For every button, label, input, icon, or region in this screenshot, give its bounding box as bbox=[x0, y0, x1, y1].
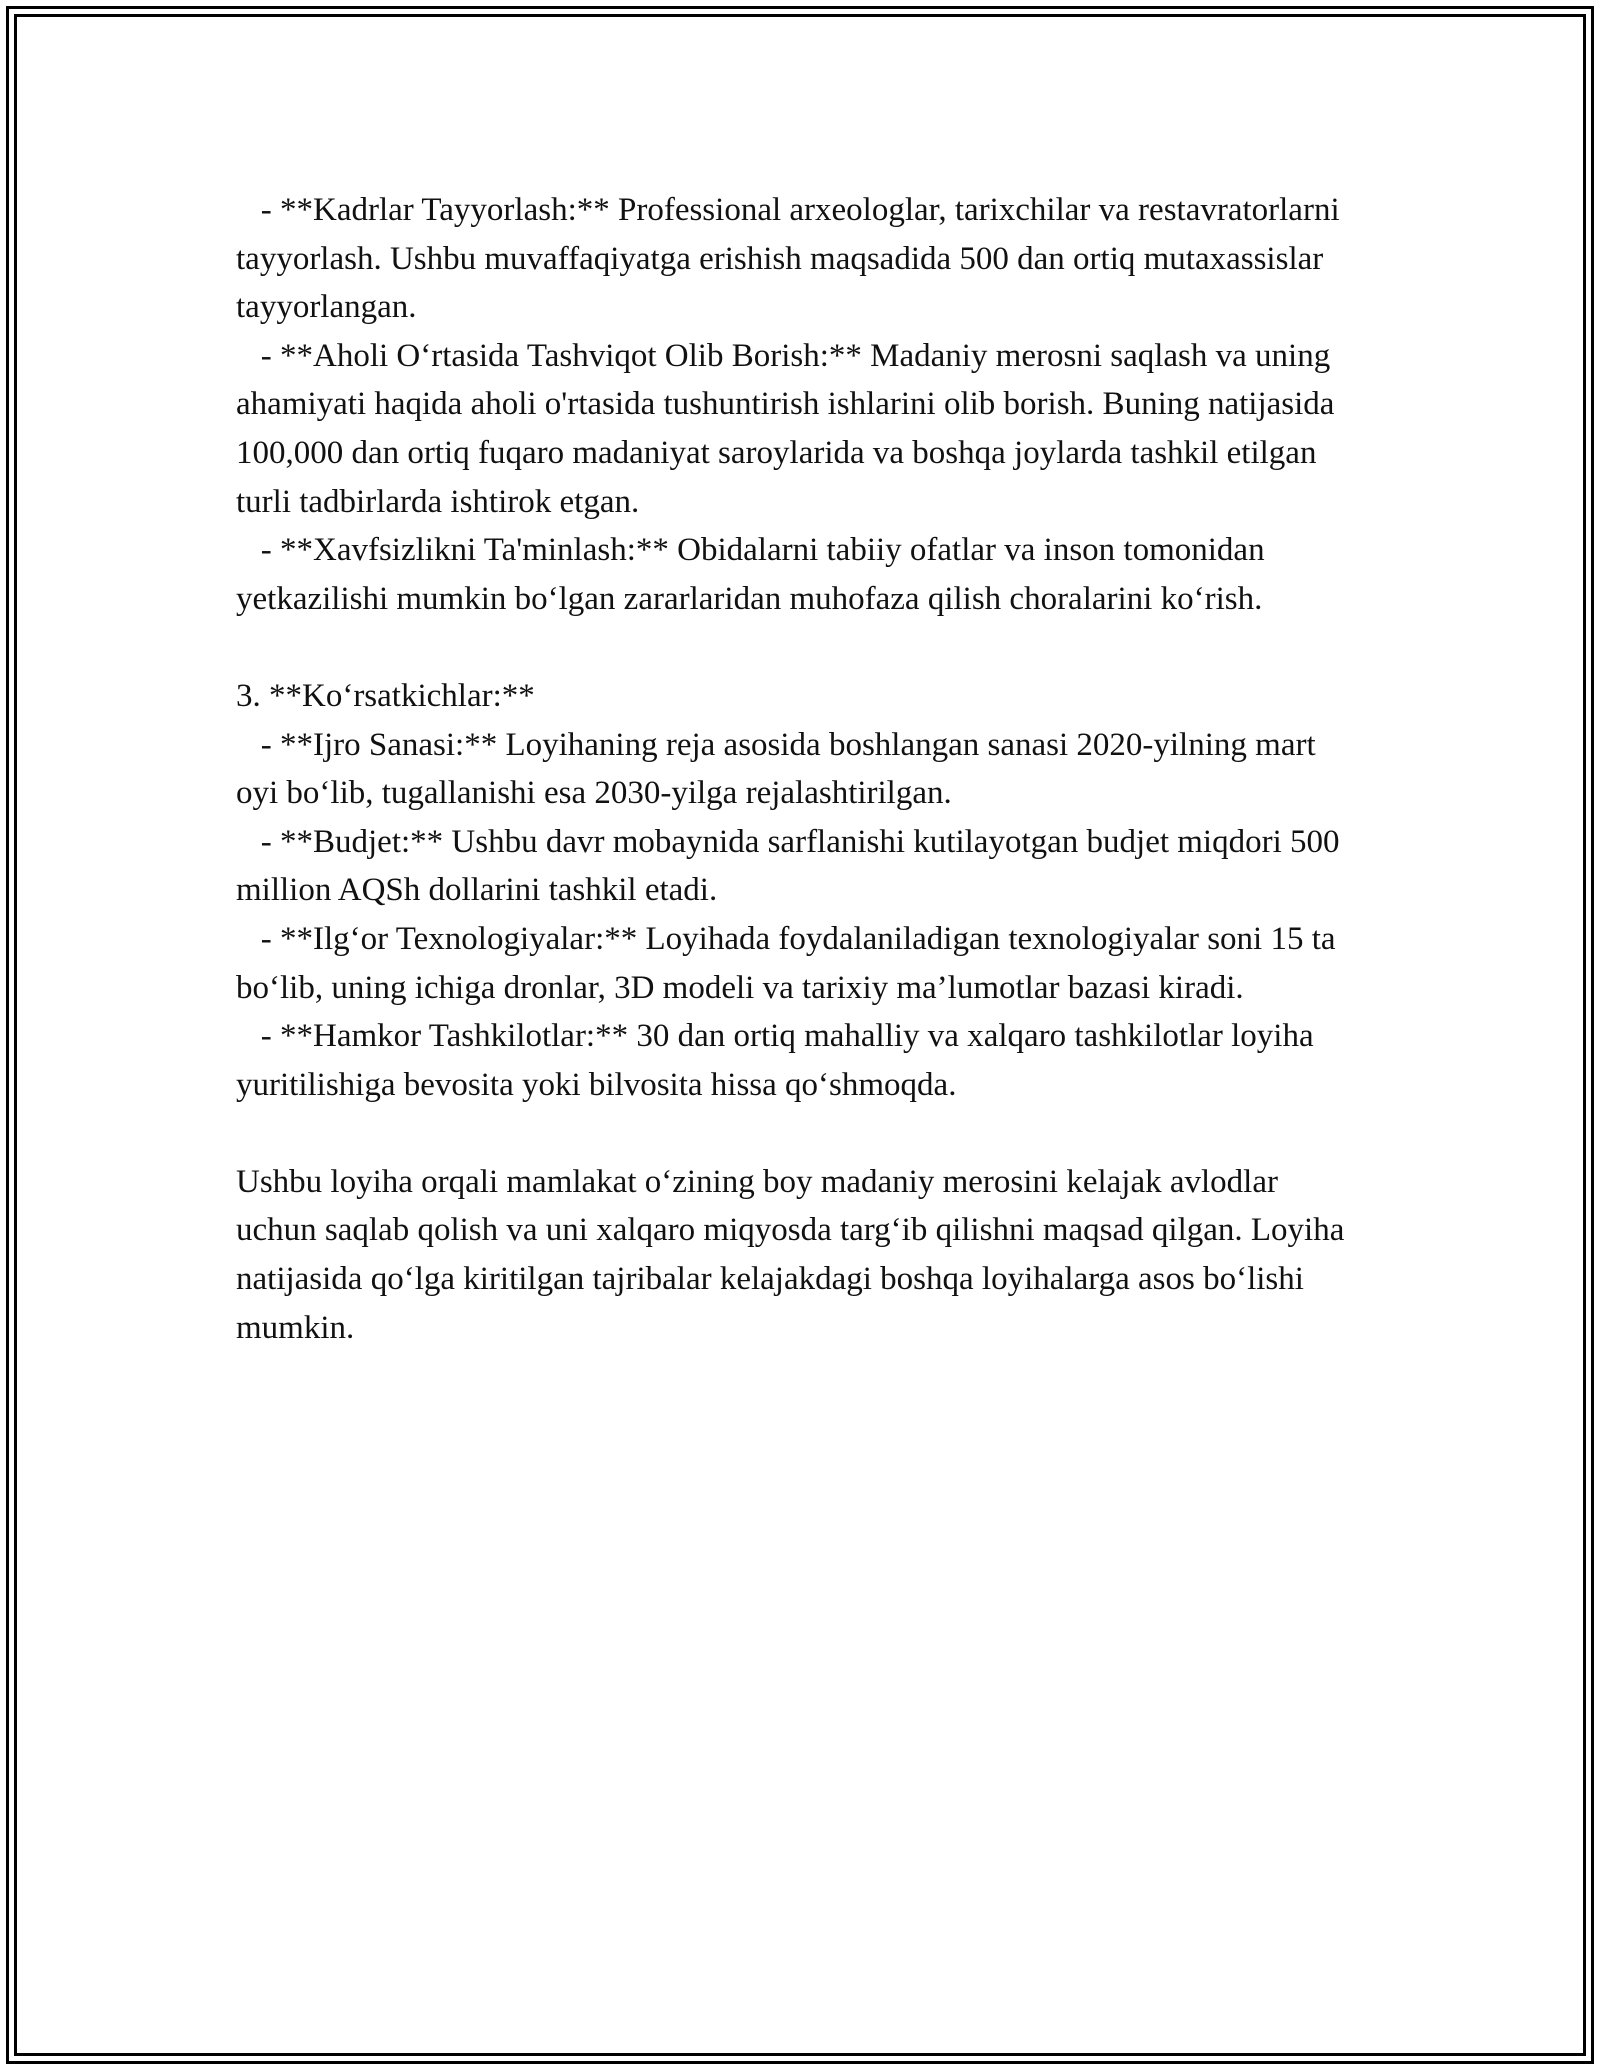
list-item-hamkor-tashkilotlar: - **Hamkor Tashkilotlar:** 30 dan ortiq mahalliy va xalqaro tashkilotlar loyiha yuritilishiga bevosita yoki bilvosita hissa qo‘shmoqda. bbox=[236, 1018, 1322, 1103]
list-item-ilgor-texnologiyalar: - **Ilg‘or Texnologiyalar:** Loyihada foydalaniladigan texnologiyalar soni 15 ta bo‘lib, uning ichiga dronlar, 3D modeli va tarixiy ma’lumotlar bazasi kiradi. bbox=[236, 920, 1344, 1006]
document-body bbox=[236, 186, 1366, 1352]
list-item-kadrlar-tayyorlash: - **Kadrlar Tayyorlash:** Professional arxeologlar, tarixchilar va restavratorlarni tayyorlash. Ushbu muvaffaqiyatga erishish maqsadida 500 dan ortiq mutaxassislar tayyorlangan. bbox=[236, 192, 1348, 326]
list-item-aholi-tashviqot: - **Aholi O‘rtasida Tashviqot Olib Borish:** Madaniy merosni saqlash va uning ahamiyati haqida aholi o'rtasida tushuntirish ishlarini olib borish. Buning natijasida 100,000 dan ortiq fuqaro madaniyat saroylarida va boshqa joylarda tashkil etilgan turli tadbirlarda ishtirok etgan. bbox=[236, 337, 1343, 520]
paragraph-spacer bbox=[236, 1109, 1366, 1158]
list-item-xavfsizlik: - **Xavfsizlikni Ta'minlash:** Obidalarni tabiiy ofatlar va inson tomonidan yetkazilishi mumkin bo‘lgan zararlaridan muhofaza qilish choralarini ko‘rish. bbox=[236, 532, 1273, 617]
section-heading-korsatkichlar: 3. **Ko‘rsatkichlar:** bbox=[236, 677, 535, 714]
list-item-budjet: - **Budjet:** Ushbu davr mobaynida sarflanishi kutilayotgan budjet miqdori 500 million AQSh dollarini tashkil etadi. bbox=[236, 823, 1348, 909]
conclusion-paragraph: Ushbu loyiha orqali mamlakat o‘zining boy madaniy merosini kelajak avlodlar uchun saqlab qolish va uni xalqaro miqyosda targ‘ib qilishni maqsad qilgan. Loyiha natijasida qo‘lga kiritilgan tajribalar kelajakdagi boshqa loyihalarga asos bo‘lishi mumkin. bbox=[236, 1163, 1353, 1346]
paragraph-spacer bbox=[236, 623, 1366, 672]
list-item-ijro-sanasi: - **Ijro Sanasi:** Loyihaning reja asosida boshlangan sanasi 2020-yilning mart oyi bo‘lib, tugallanishi esa 2030-yilga rejalashtirilgan. bbox=[236, 726, 1324, 812]
